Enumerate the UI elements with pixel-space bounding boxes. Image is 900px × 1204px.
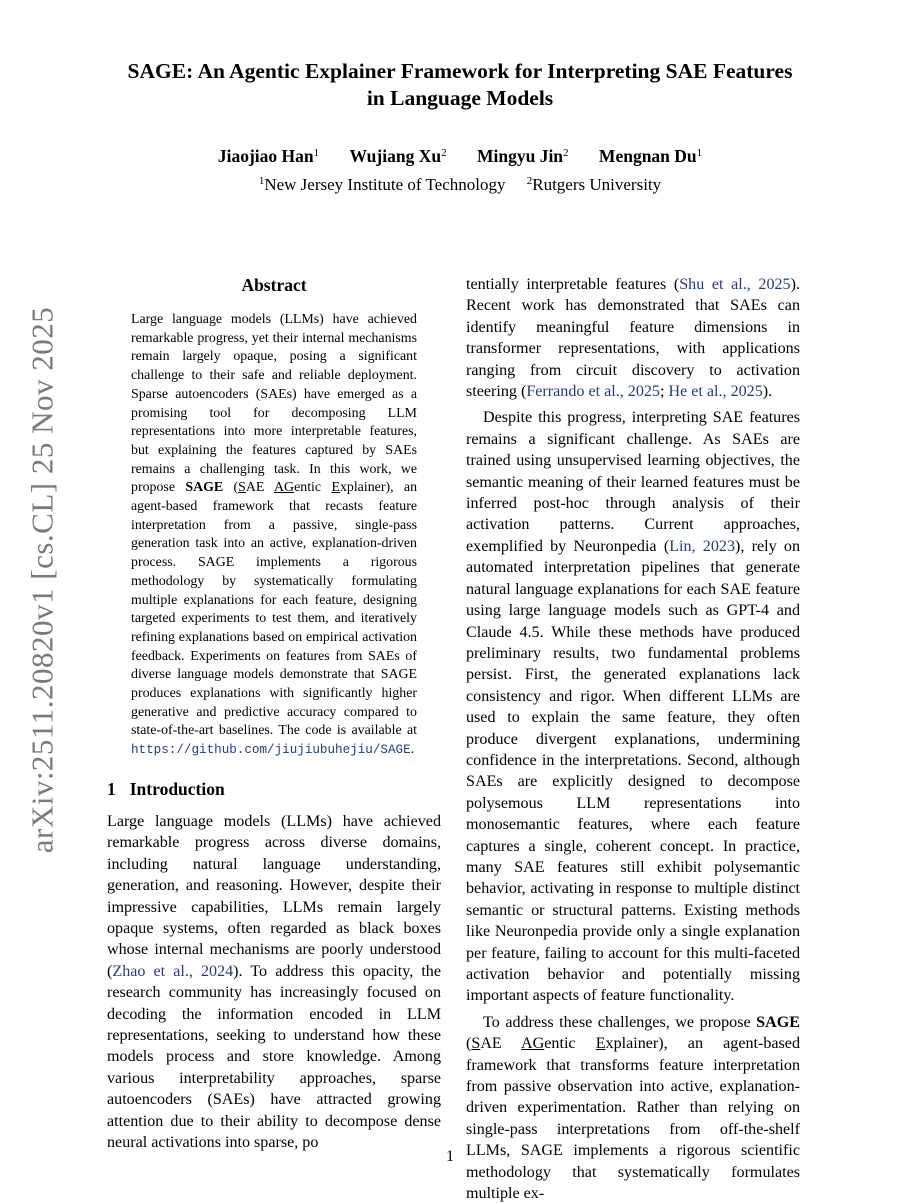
author-affil-mark: 2: [563, 147, 569, 159]
section-number: 1: [107, 779, 116, 799]
author-affil-mark: 1: [696, 147, 703, 159]
arxiv-identifier: arXiv:2511.20820v1 [cs.CL] 25 Nov 2025: [24, 306, 60, 854]
body-text: entic: [544, 1035, 596, 1053]
paper-title: [100, 58, 820, 112]
body-text: Despite this progress, interpreting SAE features remains a significant challenge. As SAEs are trained using unsupervised learning objectives, the semantic meaning of their learned features must be inferred post-hoc through analysis of their activation patterns. Current approaches, exemplified by Neuronpedia (: [466, 409, 800, 555]
title-line-2: in Language Models: [366, 86, 554, 110]
sage-name-bold: SAGE: [185, 480, 224, 496]
intro-paragraph-2: [466, 407, 800, 1006]
body-text: ).: [762, 383, 773, 401]
intro-left-column: [107, 811, 441, 1154]
author: [350, 146, 447, 166]
acronym-letter: S: [471, 1035, 481, 1053]
affiliation-name: Rutgers University: [532, 175, 662, 194]
citation-zhao[interactable]: Zhao et al., 2024: [112, 962, 234, 980]
abstract-text: Large language models (LLMs) have achieved remarkable progress, yet their internal mechanisms remain largely opaque, posing a significant challenge to their safe and reliable deployment. Sparse autoencoders (SAEs) have emerged as a promising tool for decomposing LLM representations into more interpretable features, but explaining the features captured by SAEs remains a challenging task. In this work, we propose: [131, 312, 417, 496]
acronym-letter: AG: [274, 480, 295, 496]
title-line-1: SAGE: An Agentic Explainer Framework for Interpreting SAE Features: [127, 59, 793, 83]
body-text: ), rely on automated interpretation pipelines that generate natural language explanations for each SAE feature using large language models such as GPT-4 and Claude 4.5. While these methods have produced preliminary results, two fundamental problems persist. First, the generated explanations lack consistency and rigor. When different LLMs are used to explain the same feature, they often produce divergent explanations, undermining confidence in the interpretations. Second, although SAEs are explicitly designed to decompose polysemous LLM representations into monosemantic features, where each feature captures a single, coherent concept. In practice, many SAE features still exhibit polysemantic behavior, activating in response to multiple distinct semantic or structural patterns. Existing methods like Neuronpedia provide only a single explanation per feature, failing to account for this multi-faceted activation behavior and potentially missing important aspects of feature functionality.: [466, 537, 800, 1005]
citation-ferrando[interactable]: Ferrando et al., 2025: [526, 383, 660, 401]
affiliation-mark: 2: [526, 175, 533, 187]
author: [599, 146, 702, 166]
body-text: tentially interpretable features (: [466, 276, 680, 293]
body-text: xplainer), an agent-based framework that transforms feature interpretation from passive observation into active, explanation-driven experimentation. Rather than relying on single-pass interpretations from off-the-shelf LLMs, SAGE implements a rigorous scientific methodology that systematically formulates multiple ex-: [466, 1035, 800, 1203]
abstract-text: (: [223, 480, 239, 496]
acronym-letter: AG: [521, 1035, 545, 1053]
author-affil-mark: 1: [313, 147, 320, 159]
abstract-body: [131, 311, 417, 760]
arxiv-sidebar-stamp: [20, 306, 64, 854]
citation-shu[interactable]: Shu et al., 2025: [679, 276, 791, 293]
page-number: 1: [446, 1148, 454, 1165]
body-text: Large language models (LLMs) have achieved remarkable progress across diverse domains, including natural language understanding, generation, and reasoning. However, despite their impressive capabilities, LLMs remain largely opaque systems, often regarded as black boxes whose internal mechanisms are poorly understood (: [107, 813, 441, 980]
section-heading-introduction: [107, 779, 225, 800]
affiliation: [527, 175, 661, 194]
affiliation-name: New Jersey Institute of Technology: [264, 175, 506, 194]
abstract-text: .: [410, 742, 415, 758]
author-list: [100, 146, 820, 167]
body-text: To address these challenges, we propose: [483, 1013, 757, 1031]
abstract-heading: Abstract: [241, 275, 307, 295]
author: [218, 146, 319, 166]
intro-right-column: [466, 274, 800, 1204]
affiliations: [100, 175, 820, 195]
acronym-letter: E: [595, 1035, 606, 1053]
acronym-letter: E: [331, 480, 340, 496]
sage-name-bold: SAGE: [756, 1013, 800, 1031]
body-text: AE: [480, 1035, 522, 1053]
author-name: Wujiang Xu: [349, 146, 442, 166]
code-link[interactable]: https://github.com/jiujiubuhejiu/SAGE: [131, 743, 411, 758]
author-name: Jiaojiao Han: [217, 146, 314, 166]
intro-paragraph-3: [466, 1012, 800, 1204]
acronym-letter: S: [238, 480, 246, 496]
affiliation-mark: 1: [258, 175, 265, 187]
author-affil-mark: 2: [441, 147, 447, 159]
body-text: ). To address this opacity, the research community has increasingly focused on decoding the information encoded in LLM representations, seeking to understand how these models process and store knowledge. Among various interpretability approaches, sparse autoencoders (SAEs) have attracted growing attention due to their ability to decompose dense neural activations into sparse, po: [107, 962, 441, 1152]
intro-paragraph-1: [107, 811, 441, 1154]
intro-paragraph-1-continued: [466, 274, 800, 402]
citation-he[interactable]: He et al., 2025: [668, 383, 763, 401]
author: [477, 146, 569, 166]
section-title: Introduction: [129, 779, 225, 799]
abstract-text: xplainer), an agent-based framework that recasts feature interpretation from a passive, single-pass generation task into an active, explanation-driven process. SAGE implements a rigorous methodology by systematically formulating multiple explanations for each feature, designing targeted experiments to test them, and iteratively refining explanations based on empirical activation feedback. Experiments on features from SAEs of diverse language models demonstrate that SAGE produces explanations with significantly higher generative and predictive accuracy compared to state-of-the-art baselines. The code is available at: [131, 480, 418, 739]
body-text: ;: [659, 383, 669, 401]
body-text: ). Recent work has demonstrated that SAEs can identify meaningful feature dimensions in transformer representations, with applications ranging from circuit discovery to activation steering (: [466, 276, 800, 401]
body-text: (: [466, 1035, 472, 1053]
author-name: Mengnan Du: [598, 146, 697, 166]
citation-lin[interactable]: Lin, 2023: [669, 537, 735, 555]
affiliation: [259, 175, 506, 194]
author-name: Mingyu Jin: [476, 146, 564, 166]
abstract-text: AE: [245, 480, 274, 496]
abstract-text: entic: [294, 480, 332, 496]
